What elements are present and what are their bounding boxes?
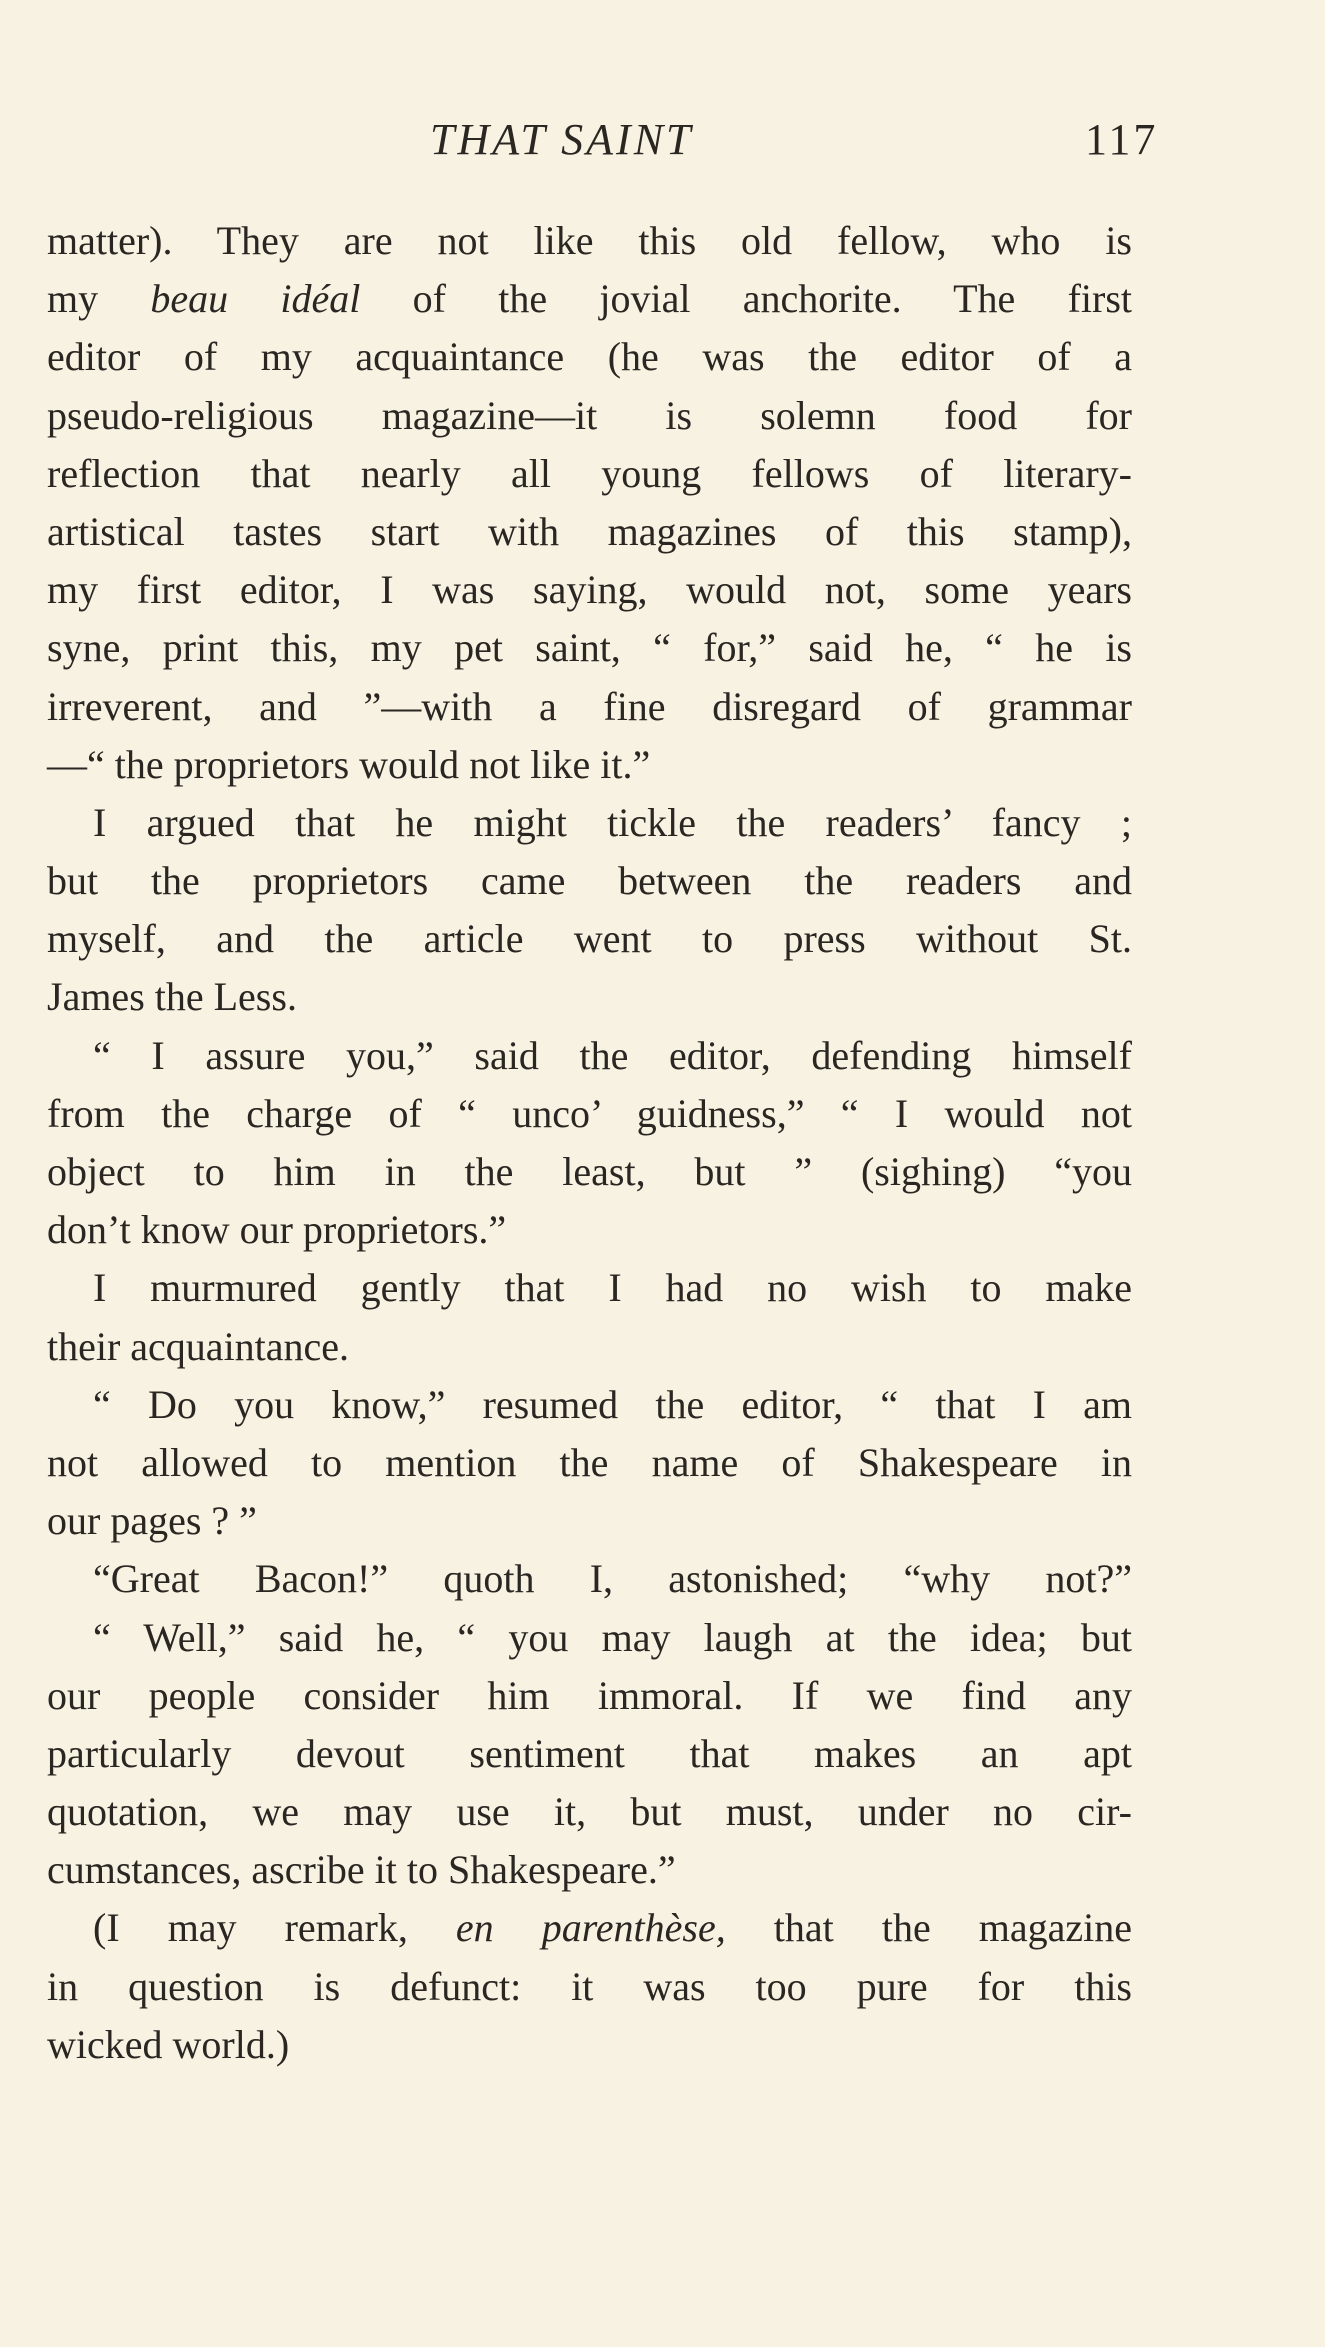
text-line: [47, 968, 1132, 1026]
text-segment: not allowed to mention the name of Shakespeare in: [47, 1439, 1132, 1485]
text-segment: editor of my acquaintance (he was the editor of a: [47, 334, 1132, 380]
text-line: [47, 445, 1132, 503]
text-line: [47, 619, 1132, 677]
text-segment: I argued that he might tickle the readers’ fancy ;: [93, 799, 1132, 845]
text-segment: syne, print this, my pet saint, “ for,” said he, “ he is: [47, 625, 1132, 671]
text-segment: from the charge of “ unco’ guidness,” “ I would not: [47, 1090, 1132, 1136]
text-segment: my first editor, I was saying, would not, some years: [47, 567, 1132, 613]
text-line: [47, 212, 1132, 270]
text-line: [47, 910, 1132, 968]
text-line: [47, 2016, 1132, 2074]
text-line: [47, 1027, 1132, 1085]
body-text: [47, 212, 1132, 2074]
italic-phrase: en parenthèse,: [455, 1905, 726, 1951]
text-segment: our people consider him immoral. If we find any: [47, 1672, 1132, 1718]
text-segment: pseudo-religious magazine—it is solemn food for: [47, 392, 1132, 438]
page-number: 117: [1085, 115, 1159, 164]
text-line: [47, 1609, 1132, 1667]
text-line: [47, 794, 1132, 852]
text-segment: “ I assure you,” said the editor, defending himself: [93, 1032, 1132, 1078]
text-line: [47, 1434, 1132, 1492]
text-line: [47, 1143, 1132, 1201]
text-line: [47, 328, 1132, 386]
text-line: [47, 1085, 1132, 1143]
text-line: [47, 736, 1132, 794]
text-line: [47, 387, 1132, 445]
text-line: [47, 1376, 1132, 1434]
text-segment: wicked world.): [47, 2021, 290, 2067]
running-title: THAT SAINT: [430, 115, 694, 164]
text-segment: don’t know our proprietors.”: [47, 1207, 507, 1253]
text-segment: irreverent, and ”—with a fine disregard of grammar: [47, 683, 1132, 729]
text-line: [47, 270, 1132, 328]
text-line: [47, 1259, 1132, 1317]
text-segment: “ Well,” said he, “ you may laugh at the idea; but: [93, 1614, 1132, 1660]
text-segment: matter). They are not like this old fellow, who is: [47, 218, 1132, 263]
text-segment: “ Do you know,” resumed the editor, “ that I am: [93, 1381, 1132, 1427]
text-line: [47, 1841, 1132, 1899]
text-segment: James the Less.: [47, 974, 297, 1020]
text-line: [47, 1783, 1132, 1841]
text-line: [47, 1550, 1132, 1608]
text-line: [47, 1201, 1132, 1259]
text-line: [47, 561, 1132, 619]
running-head: [0, 108, 1325, 168]
text-segment: particularly devout sentiment that makes an apt: [47, 1730, 1132, 1776]
text-segment: quotation, we may use it, but must, under no cir-: [47, 1789, 1132, 1835]
italic-phrase: beau idéal: [150, 276, 361, 322]
text-line: [47, 1725, 1132, 1783]
text-line: [47, 1318, 1132, 1376]
text-segment: in question is defunct: it was too pure for this: [47, 1963, 1132, 2009]
text-segment: (I may remark,: [93, 1905, 456, 1951]
text-line: [47, 852, 1132, 910]
text-segment: myself, and the article went to press without St.: [47, 916, 1132, 962]
text-segment: reflection that nearly all young fellows of literary-: [47, 450, 1132, 496]
text-line: [47, 678, 1132, 736]
text-segment: that the magazine: [725, 1905, 1132, 1951]
text-line: [47, 1899, 1132, 1957]
text-segment: their acquaintance.: [47, 1323, 350, 1369]
text-segment: our pages ? ”: [47, 1498, 257, 1544]
text-segment: “Great Bacon!” quoth I, astonished; “why not?”: [93, 1556, 1132, 1602]
text-segment: artistical tastes start with magazines of this stamp),: [47, 508, 1132, 554]
text-segment: —“ the proprietors would not like it.”: [47, 741, 651, 787]
text-line: [47, 1667, 1132, 1725]
text-segment: cumstances, ascribe it to Shakespeare.”: [47, 1847, 676, 1893]
text-line: [47, 1958, 1132, 2016]
text-segment: object to him in the least, but ” (sighing) “you: [47, 1149, 1132, 1194]
text-line: [47, 1492, 1132, 1550]
text-segment: but the proprietors came between the readers and: [47, 858, 1132, 904]
text-line: [47, 503, 1132, 561]
text-segment: I murmured gently that I had no wish to make: [93, 1265, 1132, 1311]
text-segment: of the jovial anchorite. The first: [360, 276, 1132, 322]
text-segment: my: [47, 276, 151, 322]
